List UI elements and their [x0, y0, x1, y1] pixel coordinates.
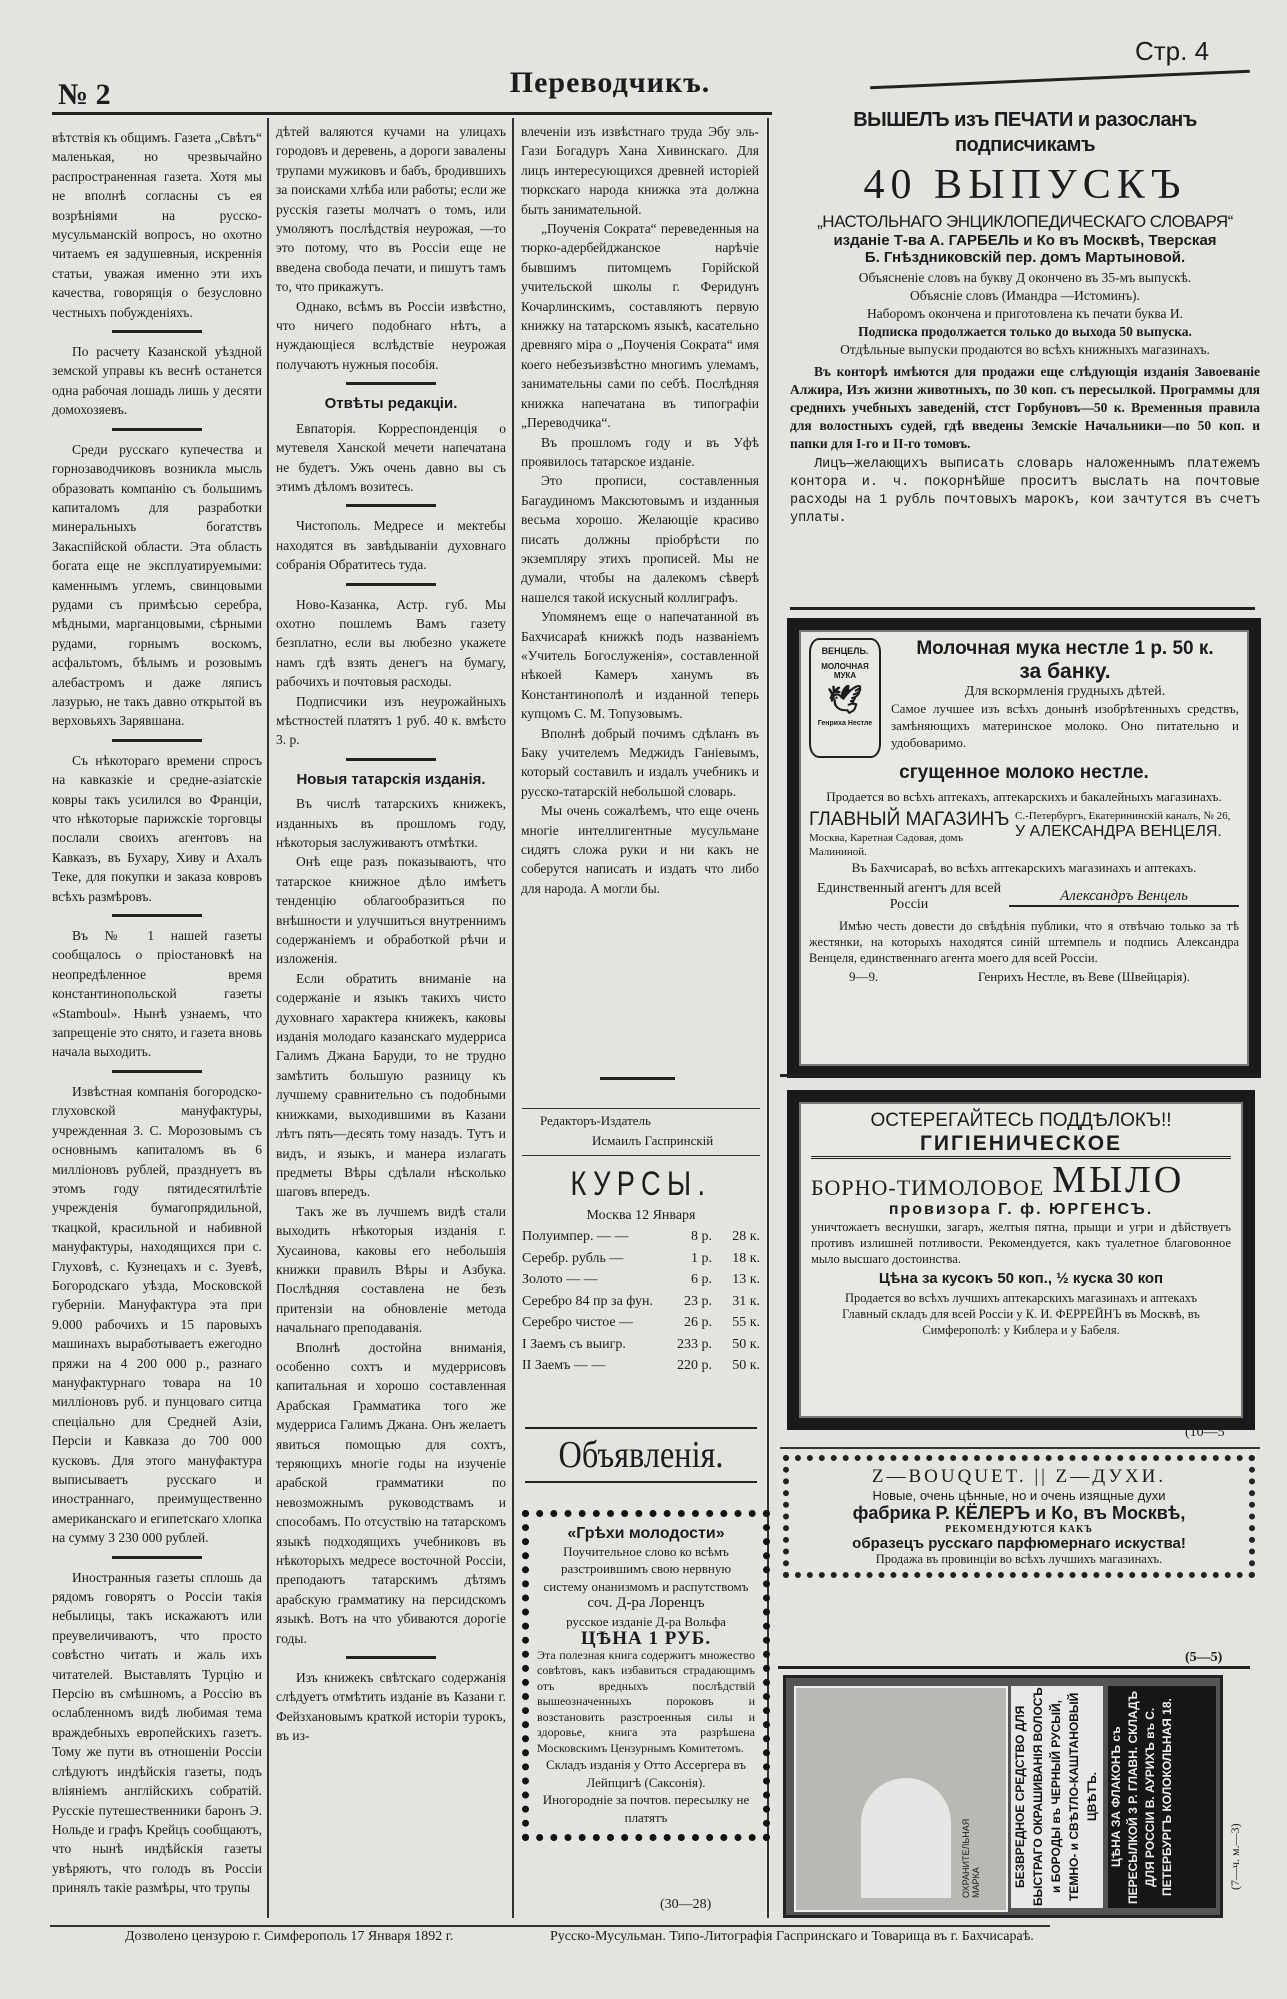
article-paragraph: Иностранныя газеты сплошь да рядомъ говорятъ о Россіи такія небылицы, такъ искажаютъ или преувеличиваютъ, что просто совѣстно читать и жаль ихъ читателей. Выставлять Турцію и Персію въ смѣшномъ, а Россію въ ослабленномъ видѣ любимая тема враждебныхъ европейскихъ газетъ. Тому же пути въ отношеніи Россіи слѣдуютъ индѣйскія газеты, подъ вліяніемъ англійскихъ собратій. Русскіе путешественники баронъ Э. Нольде и графъ Крейцъ сообщаютъ, что нынѣ индѣйскія газеты увѣряютъ, что голодъ въ Россіи принялъ такіе размѣры, что трупы — [52, 1569, 262, 1896]
ad-rule — [790, 607, 1255, 610]
can-brand: ВЕНЦЕЛЬ. — [821, 646, 869, 656]
can-maker: Генриха Нестле — [817, 720, 873, 727]
section-rule — [112, 1070, 202, 1073]
dye-desc: БЕЗВРЕДНОЕ СРЕДСТВО ДЛЯ БЫСТРАГО ОКРАШИВАНІЯ ВОЛОСЪ и БОРОДЫ въ ЧЕРНЫЙ РУСЫЙ, ТЕМНО- и СВѢТЛО-КАШТАНОВЫЙ ЦВѢТЪ. — [1011, 1686, 1103, 1908]
ad-enc-note: Наборомъ окончена и приготовлена къ печати буква И. — [866, 306, 1184, 321]
ad-enc-address: Б. Гнѣздниковскій пер. домъ Мартыновой. — [864, 249, 1186, 266]
article-paragraph: Мы очень сожалѣемъ, что еще очень многіе интеллигентные мусульмане сидятъ сложа руки и ни какъ не соберутся написать и издать что либо для народа. А могли бы. — [521, 803, 759, 896]
article-paragraph: Среди русскаго купечества и горнозаводчиковъ возникла мысль образовать компанію съ большимъ капиталомъ для разработки минеральныхъ богатствъ Закаспійской области. Эта область богата еще не эксплуатируемыми: каменнымъ углемъ, свинцовыми рудами съ примѣсью серебра, мѣдными, марганцовыми, сѣрными рудами, горнымъ воскомъ, асфальтомъ, бѣлымъ и розовымъ алебастромъ и даже ляписъ лазурью, не такъ давно открытой въ верховьяхъ Зарявшана. — [52, 441, 262, 729]
soap-l2b: МЫЛО — [1052, 1159, 1185, 1201]
ad-enc-publisher: изданіе Т-ва А. ГАРБЕЛЬ и Ко въ Москвѣ, Тверская — [833, 232, 1217, 249]
rate-name: Полуимпер. — — — [522, 1229, 629, 1244]
soap-desc: уничтожаетъ веснушки, загаръ, желтыя пятна, прыщи и угри и дѣйствуетъ противъ излишней потливости. Рекомендуется, какъ туалетное благовонное мыло высшаго достоинства. — [811, 1220, 1231, 1266]
section-rule — [600, 1077, 675, 1080]
rate-name: Золото — — — [522, 1272, 598, 1287]
ad-code: (30—28) — [660, 1897, 712, 1912]
nestle-notice: Имѣю честь довести до свѣдѣнія публики, что я отвѣчаю только за тѣ жестянки, на которыхъ находятся синій штемпель и подпись Александра Венцеля, единственнаго агента моего для всей Россіи. — [809, 919, 1239, 965]
nestle-wenzel: У АЛЕКСАНДРА ВЕНЦЕЛЯ. — [1015, 823, 1222, 840]
rate-row — [522, 1334, 760, 1356]
perfume-title: Z—BOUQUET. || Z—ДУХИ. — [871, 1466, 1167, 1487]
nestle-condensed: сгущенное молоко нестле. — [899, 762, 1149, 783]
ad-soap — [787, 1090, 1255, 1430]
article-paragraph: Подписчики изъ неурожайныхъ мѣстностей платятъ 1 руб. 40 к. вмѣсто 3. р. — [276, 693, 506, 748]
article-paragraph: Это прописи, составленныя Багаудиномъ Максютовымъ и изданныя весьма хорошо. Желающіе красиво писать должны пріобрѣсти по экземпляру этихъ прописей. Мы не думали, чтобы на далекомъ сѣверѣ нашелся такой искусный коллиграфъ. — [521, 473, 759, 605]
rate-rub: 26 р. — [684, 1315, 712, 1330]
article-column-1 — [52, 128, 262, 1898]
article-paragraph: Если обратить вниманіе на содержаніе и языкъ такихъ чисто духовнаго характера книжекъ, каковы изданія молодаго казанскаго мудерриса Галимъ Джана Баруди, то не трудно замѣтить большую разницу къ лучшему сравнительно съ подобными книжками, выходившими въ Казани лѣтъ пять—десять тому назадъ. Тутъ и видъ, и языкъ, и манера излагать предметы Вѣры сдѣлали нѣсколько шаговъ впередъ. — [276, 970, 506, 1200]
section-rule — [346, 583, 436, 586]
ad-nestle — [787, 618, 1261, 1078]
section-rule — [346, 504, 436, 507]
nestle-spb: С.-Петербургъ, Екатерининскій каналъ, № 26, — [1015, 810, 1231, 822]
section-rule — [346, 1656, 436, 1659]
lion-crest-icon — [861, 1778, 951, 1898]
ad-enc-note: Объясніе словъ (Имандра —Истоминъ). — [910, 288, 1140, 303]
section-rule — [346, 758, 436, 761]
rate-kop: 18 к. — [732, 1250, 760, 1266]
perfume-factory: фабрика Р. КЁЛЕРЪ и Ко, въ Москвѣ, — [852, 1503, 1186, 1523]
editor-role: Редакторъ-Издатель — [540, 1113, 651, 1128]
nestle-agent: Единственный агентъ для всей Россіи — [816, 881, 1002, 912]
section-heading: Отвѣты редакціи. — [324, 395, 458, 413]
article-paragraph: вѣтствія къ общимъ. Газета „Свѣтъ“ маленькая, но чрезвычайно распространенная газета. Хотя мы не вполнѣ согласны съ ея возрѣніями на русско-мусульманскій вопросъ, но охотно читаемъ ея задушевныя, искреннія статьи, уважая именно эти ихъ качества, говорящія о безусловно честныхъ побужденіяхъ. — [52, 130, 262, 320]
ad-hair-dye — [783, 1675, 1223, 1918]
soap-store: Главный складъ для всей Россіи у К. И. ФЕРРЕЙНЪ въ Москвѣ, въ Симферополѣ: у Киблера и у Бабеля. — [842, 1307, 1200, 1337]
rate-rub: 220 р. — [677, 1358, 712, 1373]
section-rule — [112, 330, 202, 333]
issue-number: № 2 — [58, 78, 111, 111]
rate-row — [522, 1291, 760, 1313]
section-rule — [112, 739, 202, 742]
article-paragraph: По расчету Казанской уѣздной земской управы къ веснѣ останется одна рабочая лошадь лишь у десяти домохозяевъ. — [52, 344, 262, 418]
ad-enc-other-editions: Въ конторѣ имѣются для продажи еще слѣдующія изданія Завоеваніе Алжира, Изъ жизни животныхъ, по 30 коп. съ пересылкой. Программы для среднихъ учебныхъ заведеній, стст Горбуновъ—50 к. Временныя правила для волостныхъ судей, гдѣ введены Земскіе Начальники—по 50 коп. и папки для I-го и II-го томовъ. — [790, 364, 1260, 451]
ad-price: ЦѢНА 1 РУБ. — [580, 1628, 712, 1649]
perfume-l3: РЕКОМЕНДУЮТСЯ КАКЪ — [945, 1524, 1093, 1535]
section-rule — [112, 914, 202, 917]
exchange-rates — [522, 1165, 760, 1377]
soap-price: Цѣна за кусокъ 50 коп., ½ куска 30 коп — [878, 1270, 1164, 1287]
article-paragraph: Онѣ еще разъ показываютъ, что татарское книжное дѣло имѣетъ тенденцію облагообразиться по внѣшности и улучшиться внутреннимъ содержаніемъ и обработкой рѣчи и изложенія. — [276, 854, 506, 967]
ad-grekhi-molodosti — [522, 1510, 770, 1841]
rate-row — [522, 1312, 760, 1334]
article-paragraph: Извѣстная компанія богородско-глуховской мануфактуры, учрежденная З. С. Морозовымъ съ основнымъ капиталомъ въ 6 милліоновъ рублей, празднуетъ въ этомъ году пятидесятилѣтіе учрежденія бумагопрядильной, ткацкой, красильной и набивной мануфактуры, находящихся при с. Глуховѣ, с. Кузнецахъ и с. Зуевѣ, Богородскаго уѣзда, Московской губерніи. Мануфактура эта при 9.000 рабочихъ и 15 паровыхъ машинахъ выработываетъ ежегодно пряжи на 4 200 000 р., разнаго мануфактурнаго товара на 10 милліоновъ руб. и пунцоваго ситца спеціально для Средней Азіи, Персіи и Кавказа до 700 000 кусковъ. Для этого мануфактура выписываетъ русскаго и иностраннаго, преимущественно американскаго и египетскаго хлопка на сумму 3 230 000 рублей. — [52, 1083, 262, 1546]
rate-name: Серебр. рубль — — [522, 1250, 624, 1266]
editor-name: Исмаилъ Гаспринскій — [592, 1133, 714, 1148]
rate-row — [522, 1269, 760, 1291]
perfume-l4: образецъ русскаго парфюмернаго искуства! — [852, 1535, 1186, 1552]
ad-title: «Грѣхи молодости» — [567, 1525, 725, 1542]
rate-rub: 23 р. — [684, 1293, 712, 1309]
dye-trademark-image — [794, 1686, 1008, 1912]
ad-edition: русское изданіе Д-ра Вольфа — [566, 1613, 726, 1629]
rate-rub: 233 р. — [677, 1336, 712, 1352]
article-column-2 — [276, 122, 506, 1746]
ad-rule — [780, 1447, 1260, 1449]
column-rule — [267, 118, 269, 1918]
article-paragraph: Въ № 1 нашей газеты сообщалось о пріостановкѣ на неопредѣленное время константинопольской газеты «Stamboul». Нынѣ узнаемъ, что запрещеніе это снято, и газета вновь начала выходить. — [52, 928, 262, 1060]
soap-l1: ГИГІЕНИЧЕСКОЕ — [919, 1132, 1123, 1155]
perfume-l1: Новые, очень цѣнные, но и очень изящные духи — [872, 1488, 1166, 1503]
ad-enc-note: Объясненіе словъ на букву Д окончено въ 35-мъ выпускѣ. — [858, 270, 1192, 285]
nestle-main-store: ГЛАВНЫЙ МАГАЗИНЪ — [809, 809, 1010, 830]
rate-kop: 55 к. — [732, 1315, 760, 1330]
rate-kop: 50 к. — [732, 1358, 760, 1373]
rate-row — [522, 1226, 760, 1248]
article-paragraph: Упомянемъ еще о напечатанной въ Бахчисараѣ книжкѣ подъ названіемъ «Учитель Богослуженія», составленной нѣкоей Камеръ ханумъ въ Константинополѣ и изданной теперь купцомъ С. М. Топузовымъ. — [521, 609, 759, 722]
nestle-can-logo — [809, 638, 881, 758]
section-heading: Новыя татарскія изданія. — [296, 770, 486, 788]
article-paragraph: Въ числѣ татарскихъ книжекъ, изданныхъ въ прошломъ году, нѣкоторыя заслуживаютъ отмѣтки. — [276, 796, 506, 850]
can-product: МОЛОЧНАЯ МУКА — [821, 662, 869, 680]
rate-kop: 31 к. — [732, 1293, 760, 1309]
article-paragraph: Въ прошломъ году и въ Уфѣ проявилось татарское изданіе. — [521, 434, 759, 469]
rate-rub: 1 р. — [691, 1250, 712, 1266]
ad-enc-note: Подписка продолжается только до выхода 50 выпуска. — [858, 324, 1192, 339]
rate-kop: 28 к. — [732, 1229, 760, 1244]
footer-censor: Дозволено цензурою г. Симферополь 17 Января 1892 г. — [125, 1929, 454, 1944]
article-paragraph: Вполнѣ достойна вниманія, особенно сохтъ и мудеррисовъ капитальная и хорошо составленная Арабская Грамматика того же мудерриса Галимъ Джана. Онъ желаетъ явиться помощью для сохтъ, теряющихъ многіе годы на изученіе арабской грамматики по невозможнымъ руководствамъ и способамъ. По отсуствію на татарскомъ языкѣ подходящихъ учебниковъ въ нѣкоторыхъ медресе восточной Россіи, преподаютъ татарскимъ дѣтямъ арабскую грамматику на персидскомъ языкѣ. Вотъ на что убиваются дорогіе годы. — [276, 1339, 506, 1646]
ad-enc-title: „НАСТОЛЬНАГО ЭНЦИКЛОПЕДИЧЕСКАГО СЛОВАРЯ“ — [817, 212, 1233, 231]
rate-row — [522, 1248, 760, 1270]
ad-store: Складъ изданія у Отто Ассергера въ Лейпцигѣ (Саксонія). — [546, 1757, 746, 1790]
article-paragraph: дѣтей валяются кучами на улицахъ городовъ и деревень, а дороги завалены трупами мужиковъ и бабъ, бродившихъ за поисками хлѣба или работы; если же русскія газеты молчатъ о томъ, или умоляютъ послѣдствія неурожая, —то это потому, что въ Россіи еще не введена свобода печати, и пишутъ тамъ то, что прикажутъ. — [276, 124, 506, 295]
ad-rule — [778, 1666, 1250, 1669]
editor-block — [522, 1108, 760, 1156]
perfume-code: (5—5) — [1185, 1650, 1223, 1665]
article-paragraph: Евпаторія. Корреспонденція о мутевеля Ханской мечети напечатана не будетъ. Ужъ очень давно вы съ этимъ дѣломъ возитесь. — [276, 420, 506, 494]
ad-post: Иногородніе за почтов. пересылку не платятъ — [542, 1792, 750, 1825]
footer-rule — [50, 1925, 1050, 1927]
nestle-desc: Самое лучшее изъ всѣхъ донынѣ изобрѣтенныхъ средствъ, замѣняющихъ материнское молоко. Оно питательно и удобоваримо. — [891, 701, 1239, 750]
soap-code: (10—5 — [1185, 1425, 1225, 1440]
rate-kop: 13 к. — [732, 1272, 760, 1287]
rate-row — [522, 1355, 760, 1377]
nestle-code: 9—9. — [849, 969, 879, 984]
rate-rub: 8 р. — [691, 1229, 712, 1244]
perfume-l5: Продажа въ провинціи во всѣхъ лучшихъ магазинахъ. — [875, 1552, 1163, 1566]
ad-body: Эта полезная книга содержитъ множество совѣтовъ, какъ избавиться страдающимъ отъ вредныхъ послѣдствій вышеозначенныхъ пороковъ и возстановить разстроенныя силы и здоровье, книга эта разрѣшена Московскимъ Цензурнымъ Комитетомъ. — [537, 1647, 755, 1755]
dye-code: (7—ч. м.—3) — [1228, 1823, 1242, 1890]
article-paragraph: Такъ же въ лучшемъ видѣ стали выходить нѣкоторыя изданія г. Хусаинова, каковы его небольшія книжки правилъ Вѣры и Азбука. Послѣдняя составлена не безъ притензіи на обновленіе метода начальнаго преподаванія. — [276, 1203, 506, 1336]
ad-subtitle: Поучительное слово ко всѣмъ разстроившимъ свою нервную систему онанизмомъ и распутствомъ — [543, 1543, 749, 1594]
bird-nest-icon: 🕊 — [827, 684, 863, 715]
section-rule — [112, 428, 202, 431]
rate-name: II Заемъ — — — [522, 1358, 606, 1373]
soap-l2a: БОРНО-ТИМОЛОВОЕ — [811, 1175, 1045, 1200]
rate-name: Серебро чистое — — [522, 1315, 634, 1330]
article-paragraph: Вполнѣ добрый почимъ сдѣланъ въ Баку учителемъ Меджидъ Ганіевымъ, который составилъ и издалъ учебникъ и русско-татарскій небольшой словарь. — [521, 725, 759, 799]
ad-rule — [780, 1074, 1260, 1077]
article-paragraph: Изъ книжекъ свѣтскаго содержанія слѣдуетъ отмѣтить изданіе въ Казани г. Фейзхановымъ краткой исторіи турокъ, въ из- — [276, 1670, 506, 1744]
nestle-signature: Александръ Венцель — [1009, 888, 1239, 907]
rate-kop: 50 к. — [732, 1336, 760, 1352]
nestle-title: Молочная мука нестле 1 р. 50 к. — [916, 638, 1214, 659]
ad-perfume — [783, 1455, 1255, 1578]
rates-date: Москва 12 Января — [586, 1208, 696, 1223]
nestle-bakhch: Въ Бахчисараѣ, во всѣхъ аптекарскихъ магазинахъ и аптекахъ. — [851, 860, 1197, 875]
footer-printer: Русско-Мусульман. Типо-Литографія Гаспринскаго и Товарища въ г. Бахчисараѣ. — [550, 1929, 1034, 1944]
article-paragraph: Однако, всѣмъ въ Россіи извѣстно, что ничего подобнаго нѣтъ, а нуждающіеся вслѣдствіе неурожая получаютъ нужныя пособія. — [276, 298, 506, 372]
dye-mark: ОХРАНИТЕЛЬНАЯ МАРКА — [961, 1818, 981, 1898]
rates-title: КУРСЫ. — [570, 1165, 712, 1203]
ads-heading: Объявленія. — [558, 1434, 724, 1476]
newspaper-title: Переводчикъ. — [509, 66, 711, 99]
dye-price: ЦѢНА ЗА ФЛАКОНЪ съ ПЕРЕСЫЛКОЙ 3 Р. ГЛАВН. СКЛАДЪ ДЛЯ РОССІИ В. АУРИХЪ въ С. ПЕТЕРБУРГЪ КОЛОКОЛЬНАЯ 18. — [1108, 1686, 1216, 1908]
ad-enc-cod: Лицъ—желающихъ выписать словарь наложеннымъ платежемъ контора и. ч. покорнѣйше проситъ выслать на почтовые расходы на 1 рубль почтовыхъ марокъ, кои зачтутся въ счетъ уплаты. — [790, 457, 1260, 526]
header-rule — [52, 112, 772, 115]
ad-encyclopedia — [790, 108, 1260, 528]
article-paragraph: „Поученія Сократа“ переведенныя на тюрко-адербейджанское нарѣчіе бывшимъ питомцемъ Горійской учительской школы г. Феридунъ Кочарлинскимъ, составляютъ первую книжку на татарскомъ языкѣ, касательно древняго міра о „Поученія Сократа“ имя коего небезъизвѣстно многимъ улемамъ, занимательны сами по себѣ. Послѣдняя книжка напечатана въ типографіи „Переводчика“. — [521, 221, 759, 431]
article-paragraph: влеченіи изъ извѣстнаго труда Эбу эль-Гази Богадуръ Хана Хивинскаго. Для лицъ интересующихся древней исторіей тюркскаго народа книжка эта должна быть занимательной. — [521, 124, 759, 217]
ad-enc-note: Отдѣльные выпуски продаются во всѣхъ книжныхъ магазинахъ. — [840, 342, 1210, 357]
nestle-sold: Продается во всѣхъ аптекахъ, аптекарскихъ и бакалейныхъ магазинахъ. — [826, 789, 1222, 804]
column-rule — [512, 118, 514, 1918]
article-paragraph: Съ нѣкотораго времени спросъ на кавказкіе и средне-азіатскіе ковры такъ усилился во Франціи, что нѣкоторые парижскіе торговцы послали своихъ агентовъ на Кавказъ, въ Бухару, Хиву и Ахалъ Теке, для покупки и заказа ковровъ всѣхъ размѣровъ. — [52, 752, 262, 904]
ads-heading-block — [525, 1427, 757, 1483]
ad-enc-issue: 40 ВЫПУСКЪ — [863, 162, 1187, 208]
header-rule-right — [870, 70, 1250, 90]
rate-rub: 6 р. — [691, 1272, 712, 1287]
rate-name: I Заемъ съ выигр. — [522, 1336, 626, 1352]
nestle-purpose: Для вскормленія грудныхъ дѣтей. — [964, 684, 1166, 699]
soap-sold: Продается во всѣхъ лучшихъ аптекарскихъ магазинахъ и аптекахъ — [844, 1291, 1198, 1305]
article-paragraph: Ново-Казанка, Астр. губ. Мы охотно пошлемъ Вамъ газету безплатно, если вы любезно укажете намъ гдѣ взять денегъ на бумагу, рабочихъ и почтовыя расходы. — [276, 596, 506, 690]
nestle-title2: за банку. — [1019, 660, 1111, 683]
section-rule — [112, 1556, 202, 1559]
article-paragraph: Чистополь. Медресе и мектебы находятся въ завѣдываніи духовнаго собранія Обратитесь туда. — [276, 518, 506, 573]
soap-maker: провизора Г. ф. ЮРГЕНСЪ. — [888, 1201, 1154, 1218]
rate-name: Серебро 84 пр за фун. — [522, 1293, 654, 1309]
ad-author: соч. Д-ра Лоренцъ — [587, 1595, 705, 1611]
page-number: Стр. 4 — [1135, 36, 1210, 66]
nestle-maker: Генрихъ Нестле, въ Веве (Швейцарія). — [978, 969, 1190, 984]
soap-warning: ОСТЕРЕГАЙТЕСЬ ПОДДѢЛОКЪ!! — [870, 1110, 1172, 1131]
article-column-3 — [521, 122, 759, 898]
section-rule — [346, 382, 436, 385]
nestle-moscow: Москва, Каретная Садовая, домъ Малининой. — [809, 832, 964, 858]
ad-enc-announce: ВЫШЕЛЪ изъ ПЕЧАТИ и разосланъ подписчикамъ — [853, 109, 1197, 156]
